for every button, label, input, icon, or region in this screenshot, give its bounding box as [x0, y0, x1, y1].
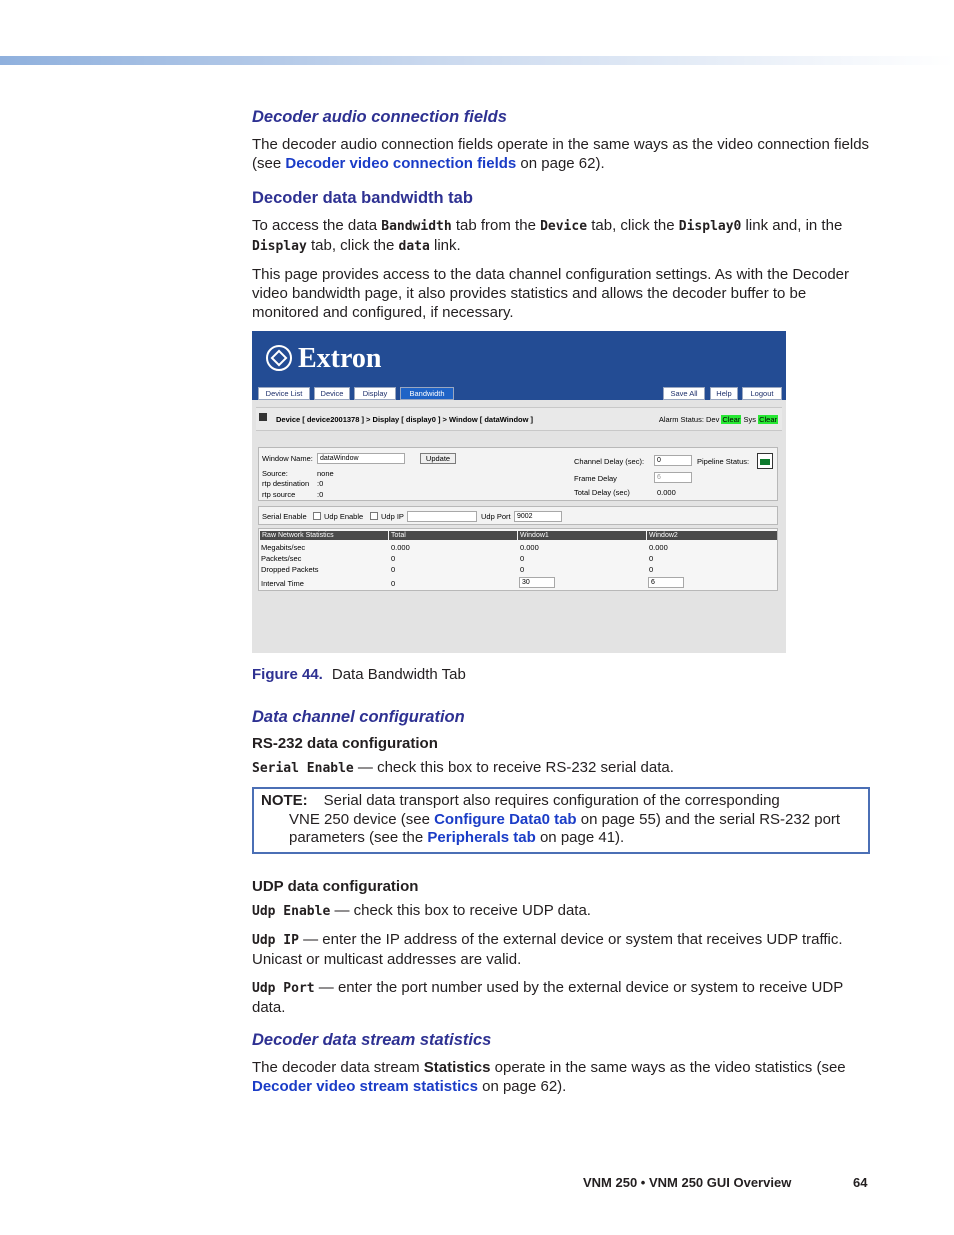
paragraph-udp-enable: [252, 901, 870, 921]
text: VNE 250 device (see: [289, 810, 435, 828]
channel-delay-input[interactable]: 0: [654, 455, 692, 466]
udp-port-label: Udp Port: [481, 512, 511, 521]
rtp-destination-value: :0: [317, 479, 324, 488]
text: — check this box to receive UDP data.: [330, 901, 591, 919]
text: tab, click the: [587, 217, 679, 234]
stats-cell: 0: [391, 554, 396, 563]
text: link.: [429, 237, 461, 254]
text: on page 41).: [535, 829, 625, 846]
stats-cell: 0.000: [649, 543, 668, 552]
header-bar: [0, 56, 954, 65]
figure-title: Data Bandwidth Tab: [331, 666, 466, 683]
text: Serial data transport also requires configuration of the corresponding: [323, 792, 780, 809]
stats-header-cell: Total: [389, 531, 517, 540]
code-udp-port: Udp Port: [252, 980, 315, 996]
text: link and, in the: [741, 217, 843, 234]
text: on page 55) and the serial RS-232 port parameters (see the: [289, 810, 841, 846]
channel-delay-label: Channel Delay (sec):: [574, 457, 645, 466]
paragraph-statistics: [252, 1058, 870, 1096]
stats-cell: 0: [391, 579, 396, 588]
stats-header-cell: Raw Network Statistics: [260, 531, 388, 540]
statistics-bold: Statistics: [423, 1058, 491, 1076]
code-serial-enable: Serial Enable: [252, 761, 354, 776]
paragraph-audio-fields: [252, 135, 870, 173]
stats-cell: Megabits/sec: [261, 543, 306, 552]
paragraph-serial-enable: [252, 758, 870, 778]
update-button[interactable]: Update: [420, 453, 456, 464]
window1-interval-input[interactable]: 30: [519, 577, 555, 588]
stats-cell: 0: [520, 554, 525, 563]
stats-cell: 0: [649, 565, 654, 574]
alarm-dev-badge: Clear: [722, 415, 741, 424]
stats-table: [258, 528, 778, 591]
udp-enable-label: Udp Enable: [324, 512, 364, 521]
text: The decoder data stream: [252, 1058, 424, 1076]
tab-display[interactable]: Display: [354, 387, 396, 400]
paragraph-access: [252, 216, 870, 256]
flag-icon: [259, 413, 267, 421]
window-panel: [258, 447, 778, 501]
udp-ip-input[interactable]: [407, 511, 477, 522]
breadcrumb-path: Device [ device2001378 ] > Display [ display0 ] > Window [ dataWindow ]: [276, 415, 534, 424]
text: — enter the IP address of the external device or system that receives UDP traffic. Unicast or multicast addresses are valid.: [252, 930, 843, 968]
alarm-sys-label: Sys: [743, 415, 756, 424]
tab-bandwidth[interactable]: Bandwidth: [400, 387, 454, 400]
serial-enable-checkbox[interactable]: [313, 512, 321, 520]
rtp-source-label: rtp source: [262, 490, 296, 499]
logout-button[interactable]: Logout: [742, 387, 782, 400]
paragraph-description: This page provides access to the data channel configuration settings. As with the Decoder video bandwidth page, it also provides statistics and allows the decoder buffer to be monitored and configured, if necessary.: [252, 266, 850, 321]
link-decoder-video-connection-fields[interactable]: Decoder video connection fields: [285, 155, 517, 172]
text: operate in the same ways as the video statistics (see: [490, 1058, 846, 1076]
stats-cell: 0: [520, 565, 525, 574]
link-peripherals-tab[interactable]: Peripherals tab: [427, 829, 536, 846]
stats-cell: 0.000: [391, 543, 410, 552]
tab-device[interactable]: Device: [314, 387, 350, 400]
total-delay-value: 0.000: [657, 488, 676, 497]
stats-cell: Packets/sec: [261, 554, 302, 563]
frame-delay-label: Frame Delay: [574, 474, 617, 483]
text: The decoder audio connection fields operate in the same ways as the video connection fields (see: [252, 136, 870, 172]
text: on page 62).: [516, 155, 605, 172]
note-body: [261, 811, 860, 848]
alarm-sys-badge: Clear: [759, 415, 777, 424]
udp-enable-checkbox[interactable]: [370, 512, 378, 520]
code-data: data: [398, 239, 430, 254]
code-bandwidth: Bandwidth: [381, 219, 452, 234]
note-box: [252, 787, 870, 854]
figure-number: Figure 44.: [252, 666, 323, 683]
serial-udp-panel: [258, 506, 778, 525]
bandwidth-screenshot: [252, 331, 786, 653]
heading-audio-fields: Decoder audio connection fields: [252, 108, 507, 126]
frame-delay-input[interactable]: 6: [654, 472, 692, 483]
window-name-label: Window Name:: [262, 454, 313, 463]
pipeline-status-label: Pipeline Status:: [697, 457, 750, 466]
window-name-input[interactable]: dataWindow: [317, 453, 405, 464]
total-delay-label: Total Delay (sec): [574, 488, 630, 497]
code-udp-enable: Udp Enable: [252, 903, 331, 919]
page-content: [252, 108, 870, 1105]
udp-port-input[interactable]: 9002: [514, 511, 562, 522]
stats-cell: Dropped Packets: [261, 565, 319, 574]
help-button[interactable]: Help: [710, 387, 738, 400]
footer-title: VNM 250 • VNM 250 GUI Overview: [583, 1175, 792, 1190]
screenshot-header: [252, 331, 786, 400]
breadcrumb: [256, 407, 782, 431]
code-device: Device: [540, 219, 588, 234]
code-display: Display: [252, 239, 307, 254]
subheading-udp: UDP data configuration: [252, 877, 419, 895]
stats-cell: 0: [391, 565, 396, 574]
rtp-destination-label: rtp destination: [262, 479, 310, 488]
stats-cell: 0: [649, 554, 654, 563]
paragraph-udp-port: [252, 978, 870, 1017]
source-label: Source:: [262, 469, 288, 478]
serial-enable-label: Serial Enable: [262, 512, 307, 521]
text: To access the data: [252, 217, 382, 234]
text: tab from the: [451, 217, 541, 234]
text: tab, click the: [306, 237, 399, 254]
alarm-label: Alarm Status: Dev: [658, 415, 720, 424]
note-label: NOTE:: [261, 792, 308, 809]
text: on page 62).: [477, 1077, 567, 1095]
code-udp-ip: Udp IP: [252, 932, 299, 948]
heading-data-channel-configuration: Data channel configuration: [252, 708, 465, 726]
subheading-rs232: RS-232 data configuration: [252, 735, 438, 752]
stats-header-cell: Window1: [518, 531, 646, 540]
figure-caption: [252, 665, 870, 684]
pipeline-status-icon: [757, 453, 773, 469]
window2-interval-input[interactable]: 6: [648, 577, 684, 588]
page-number: 64: [853, 1175, 868, 1190]
heading-data-stream-statistics: Decoder data stream statistics: [252, 1030, 492, 1049]
text: — enter the port number used by the external device or system to receive UDP data.: [252, 978, 843, 1016]
stats-cell: 0.000: [520, 543, 539, 552]
extron-logo-text: Extron: [298, 343, 382, 374]
rtp-source-value: :0: [317, 490, 324, 499]
link-configure-data0-tab[interactable]: Configure Data0 tab: [434, 810, 577, 828]
text: — check this box to receive RS-232 serial data.: [353, 759, 674, 776]
code-display0: Display0: [678, 219, 742, 234]
stats-cell: Interval Time: [261, 579, 304, 588]
paragraph-udp-ip: [252, 930, 870, 969]
stats-header-cell: Window2: [647, 531, 777, 540]
alarm-status: [659, 415, 778, 424]
heading-data-bandwidth-tab: Decoder data bandwidth tab: [252, 189, 473, 207]
source-value: none: [317, 469, 334, 478]
udp-ip-label: Udp IP: [381, 512, 404, 521]
save-all-button[interactable]: Save All: [663, 387, 705, 400]
extron-logo-icon: [266, 345, 292, 371]
tab-device-list[interactable]: Device List: [258, 387, 310, 400]
link-decoder-video-stream-statistics[interactable]: Decoder video stream statistics: [252, 1077, 478, 1095]
